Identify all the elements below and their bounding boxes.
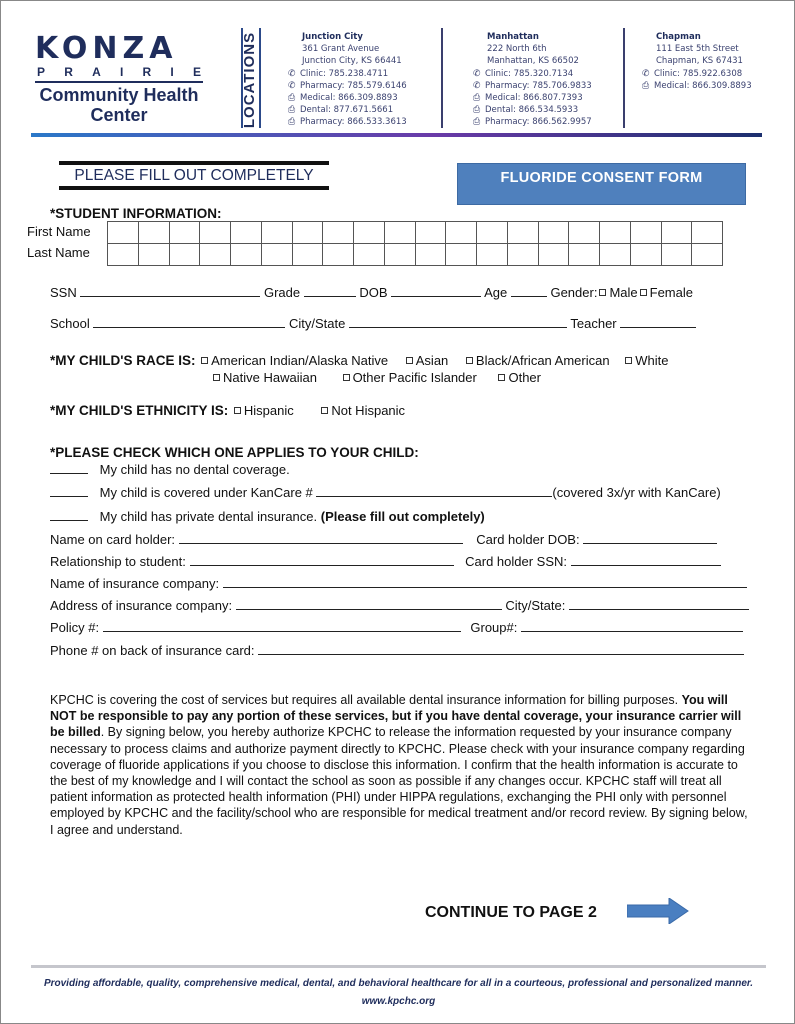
last-name-letter-box[interactable] [262, 244, 293, 266]
location-2 [642, 31, 752, 92]
first-name-letter-box[interactable] [600, 222, 631, 244]
locations-text: LOCATIONS [241, 31, 258, 129]
first-name-letter-box[interactable] [631, 222, 662, 244]
phone-text: Pharmacy: 785.579.6146 [300, 80, 407, 91]
fax-icon: ⎙ [288, 93, 296, 104]
last-name-letter-box[interactable] [446, 244, 477, 266]
last-name-letter-box[interactable] [600, 244, 631, 266]
race-row-1 [50, 353, 668, 368]
phone-text: Clinic: 785.238.4711 [300, 68, 389, 79]
first-name-letter-box[interactable] [539, 222, 570, 244]
grade-field[interactable] [304, 285, 356, 297]
location-phone [642, 68, 752, 80]
gender-label: Gender: [550, 285, 598, 300]
policy-field[interactable] [103, 620, 461, 632]
location-phone [473, 68, 592, 80]
race-option: Black/African American [475, 353, 610, 368]
last-name-letter-box[interactable] [662, 244, 693, 266]
first-name-label: First Name [27, 224, 91, 239]
first-name-letter-box[interactable] [262, 222, 293, 244]
private-label: My child has private dental insurance. [99, 509, 318, 524]
location-name: Chapman [656, 32, 701, 42]
card-holder-field[interactable] [179, 532, 463, 544]
first-name-letter-box[interactable] [170, 222, 201, 244]
ethnicity-checkbox[interactable] [234, 407, 241, 414]
male-label: Male [609, 285, 638, 300]
race-checkbox[interactable] [343, 374, 350, 381]
age-label: Age [484, 285, 508, 300]
race-heading: *MY CHILD'S RACE IS: [50, 353, 196, 368]
ins-name-field[interactable] [223, 576, 747, 588]
student-info-heading: *STUDENT INFORMATION: [50, 206, 222, 221]
race-option: Other [508, 370, 541, 385]
continue-label: CONTINUE TO PAGE 2 [425, 904, 597, 921]
last-name-letter-box[interactable] [200, 244, 231, 266]
footer-url[interactable]: www.kpchc.org [361, 996, 436, 1007]
location-phone [473, 80, 592, 92]
logo-letter: I [119, 65, 124, 79]
ins-address-field[interactable] [236, 598, 502, 610]
ins-city-label: City/State: [505, 598, 566, 613]
phone-text: Clinic: 785.922.6308 [654, 68, 743, 79]
column-divider [623, 28, 625, 128]
location-phone [288, 92, 407, 104]
fax-icon: ⎙ [473, 93, 481, 104]
group-label: Group#: [470, 620, 518, 635]
phone-text: Clinic: 785.320.7134 [485, 68, 574, 79]
location-phone [473, 92, 592, 104]
phone-text: Pharmacy: 866.562.9957 [485, 117, 592, 128]
last-name-letter-box[interactable] [293, 244, 324, 266]
race-checkbox[interactable] [625, 357, 632, 364]
private-note: (Please fill out completely) [320, 509, 485, 524]
form-title: FLUORIDE CONSENT FORM [457, 163, 746, 205]
footer-tagline-text: Providing affordable, quality, comprehensive medical, dental, and behavioral healthcare for all in a courteous, professional and personalized manner. [43, 978, 754, 989]
ssn-label: SSN [50, 285, 77, 300]
school-label: School [50, 316, 90, 331]
dob-label: DOB [359, 285, 388, 300]
location-phone [473, 116, 592, 128]
relationship-field[interactable] [190, 554, 454, 566]
header-gradient-rule [31, 133, 762, 137]
location-city: Chapman, KS 67431 [656, 56, 743, 67]
race-row-2 [211, 370, 541, 385]
phone-icon: ✆ [473, 68, 481, 79]
kancare-label: My child is covered under KanCare # [99, 485, 313, 500]
race-checkbox[interactable] [498, 374, 505, 381]
race-option: Asian [415, 353, 449, 368]
last-name-letter-box[interactable] [323, 244, 354, 266]
location-address: 361 Grant Avenue [302, 44, 380, 55]
card-dob-label: Card holder DOB: [476, 532, 580, 547]
kancare-row [50, 485, 721, 500]
race-checkbox[interactable] [213, 374, 220, 381]
footer-tagline [1, 977, 795, 990]
private-row [50, 509, 485, 524]
city-state-label: City/State [289, 316, 346, 331]
policy-label: Policy #: [50, 620, 100, 635]
student-row-2 [50, 316, 696, 331]
first-name-letter-box[interactable] [692, 222, 723, 244]
card-holder-label: Name on card holder: [50, 532, 176, 547]
location-name: Manhattan [487, 32, 539, 42]
location-phone [473, 104, 592, 116]
first-name-letter-box[interactable] [416, 222, 447, 244]
consent-bold-text: You will NOT be responsible to pay any portion of these services, but if you have dental coverage, your insurance carrier will be billed [50, 693, 742, 740]
fax-icon: ⎙ [473, 117, 481, 128]
city-state-field[interactable] [349, 316, 567, 328]
kancare-check[interactable] [50, 485, 88, 497]
phone-label: Phone # on back of insurance card: [50, 643, 255, 658]
ins-city-field[interactable] [569, 598, 749, 610]
logo-letter: R [142, 65, 152, 79]
last-name-letter-box[interactable] [170, 244, 201, 266]
logo-prairie [37, 66, 201, 79]
first-name-letter-box[interactable] [354, 222, 385, 244]
female-label: Female [649, 285, 693, 300]
kancare-note: (covered 3x/yr with KanCare) [552, 485, 721, 500]
fax-icon: ⎙ [473, 105, 481, 116]
race-option: American Indian/Alaska Native [211, 353, 389, 368]
student-row-1 [50, 285, 693, 300]
phone-text: Pharmacy: 866.533.3613 [300, 117, 407, 128]
card-ssn-label: Card holder SSN: [465, 554, 568, 569]
race-option: White [635, 353, 669, 368]
last-name-letter-box[interactable] [354, 244, 385, 266]
phone-icon: ✆ [288, 80, 296, 91]
location-phone [288, 80, 407, 92]
grade-label: Grade [263, 285, 301, 300]
group-field[interactable] [521, 620, 743, 632]
first-name-letter-box[interactable] [569, 222, 600, 244]
phone-icon: ✆ [473, 80, 481, 91]
first-name-letter-box[interactable] [385, 222, 416, 244]
ethnicity-heading: *MY CHILD'S ETHNICITY IS: [50, 403, 229, 418]
teacher-field[interactable] [620, 316, 696, 328]
last-name-letter-box[interactable] [477, 244, 508, 266]
phone-icon: ✆ [642, 68, 650, 79]
ethnicity-row [50, 403, 405, 418]
private-check[interactable] [50, 509, 88, 521]
location-1 [473, 31, 592, 129]
logo-letter: A [92, 65, 101, 79]
female-checkbox[interactable] [640, 289, 647, 296]
logo-line-2: Center [90, 105, 148, 125]
race-option: Other Pacific Islander [352, 370, 477, 385]
ethnicity-option: Hispanic [243, 403, 294, 418]
phone-text: Dental: 866.534.5933 [485, 105, 579, 116]
male-checkbox[interactable] [599, 289, 606, 296]
phone-field[interactable] [258, 643, 744, 655]
phone-icon: ✆ [288, 68, 296, 79]
ins-address-row [50, 598, 749, 613]
location-phone [288, 104, 407, 116]
column-divider [441, 28, 443, 128]
race-checkbox[interactable] [466, 357, 473, 364]
consent-text: . By signing below, you hereby authorize KPCHC to release the information requested by your insurance company necessary to process claims and authorize payment directly to KPCHC. Please check with your insurance company regarding coverage of fluoride applications if you choose to disclose this information. I confirm that the health information is accurate to the best of my knowledge and I will contact the school as soon as possible if any changes occur. KPCHC staff will treat all patient information as protected health information (PHI) under HIPPA regulations, exchanging the PHI only with personnel employed by KPCHC and the facility/school who are responsible for medical treatment and/or record review. By signing below, I agree and understand. [50, 725, 748, 837]
logo-divider [35, 81, 203, 83]
location-phone [288, 68, 407, 80]
consent-paragraph [50, 692, 750, 838]
first-name-letter-box[interactable] [323, 222, 354, 244]
last-name-letter-box[interactable] [539, 244, 570, 266]
fax-icon: ⎙ [642, 80, 650, 91]
last-name-letter-box[interactable] [139, 244, 170, 266]
phone-row [50, 643, 744, 658]
no-coverage-row [50, 462, 290, 477]
location-address: 222 North 6th [487, 44, 547, 55]
last-name-letter-box[interactable] [416, 244, 447, 266]
relationship-label: Relationship to student: [50, 554, 186, 569]
first-name-letter-box[interactable] [231, 222, 262, 244]
race-checkbox[interactable] [201, 357, 208, 364]
age-field[interactable] [511, 285, 547, 297]
card-holder-row [50, 532, 717, 547]
ins-name-row [50, 576, 747, 591]
no-coverage-label: My child has no dental coverage. [99, 462, 290, 477]
race-option: Native Hawaiian [223, 370, 317, 385]
phone-text: Dental: 877.671.5661 [300, 105, 394, 116]
last-name-label: Last Name [27, 245, 90, 260]
race-checkbox[interactable] [406, 357, 413, 364]
kancare-number-field[interactable] [316, 485, 552, 497]
last-name-letter-box[interactable] [508, 244, 539, 266]
ins-address-label: Address of insurance company: [50, 598, 233, 613]
name-letter-grid[interactable] [107, 221, 723, 266]
logo-letter: P [37, 65, 46, 79]
logo-subtitle [21, 85, 217, 125]
last-name-letter-box[interactable] [385, 244, 416, 266]
location-0 [288, 31, 407, 129]
logo-konza: KONZA [35, 31, 178, 66]
last-name-letter-box[interactable] [108, 244, 139, 266]
first-name-letter-box[interactable] [508, 222, 539, 244]
last-name-letter-box[interactable] [569, 244, 600, 266]
card-dob-field[interactable] [583, 532, 717, 544]
ethnicity-checkbox[interactable] [321, 407, 328, 414]
first-name-letter-box[interactable] [446, 222, 477, 244]
fax-icon: ⎙ [288, 117, 296, 128]
no-coverage-check[interactable] [50, 462, 88, 474]
first-name-letter-box[interactable] [139, 222, 170, 244]
ethnicity-option: Not Hispanic [331, 403, 406, 418]
first-name-letter-box[interactable] [477, 222, 508, 244]
fax-icon: ⎙ [288, 105, 296, 116]
coverage-heading: *PLEASE CHECK WHICH ONE APPLIES TO YOUR CHILD: [50, 445, 419, 460]
location-city: Junction City, KS 66441 [302, 56, 402, 67]
location-name: Junction City [302, 32, 363, 42]
logo-letter: R [64, 65, 73, 79]
card-ssn-field[interactable] [571, 554, 721, 566]
logo-line-1: Community Health [39, 85, 199, 105]
first-name-letter-box[interactable] [200, 222, 231, 244]
dob-field[interactable] [391, 285, 481, 297]
relationship-row [50, 554, 721, 569]
logo-letter: E [192, 65, 201, 79]
location-phone [642, 80, 752, 92]
last-name-letter-box[interactable] [692, 244, 723, 266]
footer-rule [31, 965, 766, 968]
phone-text: Medical: 866.807.7393 [485, 93, 583, 104]
consent-text: KPCHC is covering the cost of services but requires all available dental insurance information for billing purposes. [50, 693, 682, 707]
first-name-letter-box[interactable] [108, 222, 139, 244]
location-phone [288, 116, 407, 128]
ins-name-label: Name of insurance company: [50, 576, 220, 591]
first-name-letter-box[interactable] [662, 222, 693, 244]
locations-label [237, 31, 263, 129]
school-field[interactable] [93, 316, 285, 328]
fill-out-notice: PLEASE FILL OUT COMPLETELY [59, 161, 329, 190]
phone-text: Medical: 866.309.8893 [654, 80, 752, 91]
arrow-right-icon [627, 898, 689, 924]
logo-letter: I [170, 65, 174, 79]
ssn-field[interactable] [80, 285, 260, 297]
last-name-letter-box[interactable] [231, 244, 262, 266]
location-address: 111 East 5th Street [656, 44, 739, 55]
phone-text: Pharmacy: 785.706.9833 [485, 80, 592, 91]
last-name-letter-box[interactable] [631, 244, 662, 266]
teacher-label: Teacher [570, 316, 617, 331]
first-name-letter-box[interactable] [293, 222, 324, 244]
phone-text: Medical: 866.309.8893 [300, 93, 398, 104]
policy-row [50, 620, 743, 635]
location-city: Manhattan, KS 66502 [487, 56, 579, 67]
